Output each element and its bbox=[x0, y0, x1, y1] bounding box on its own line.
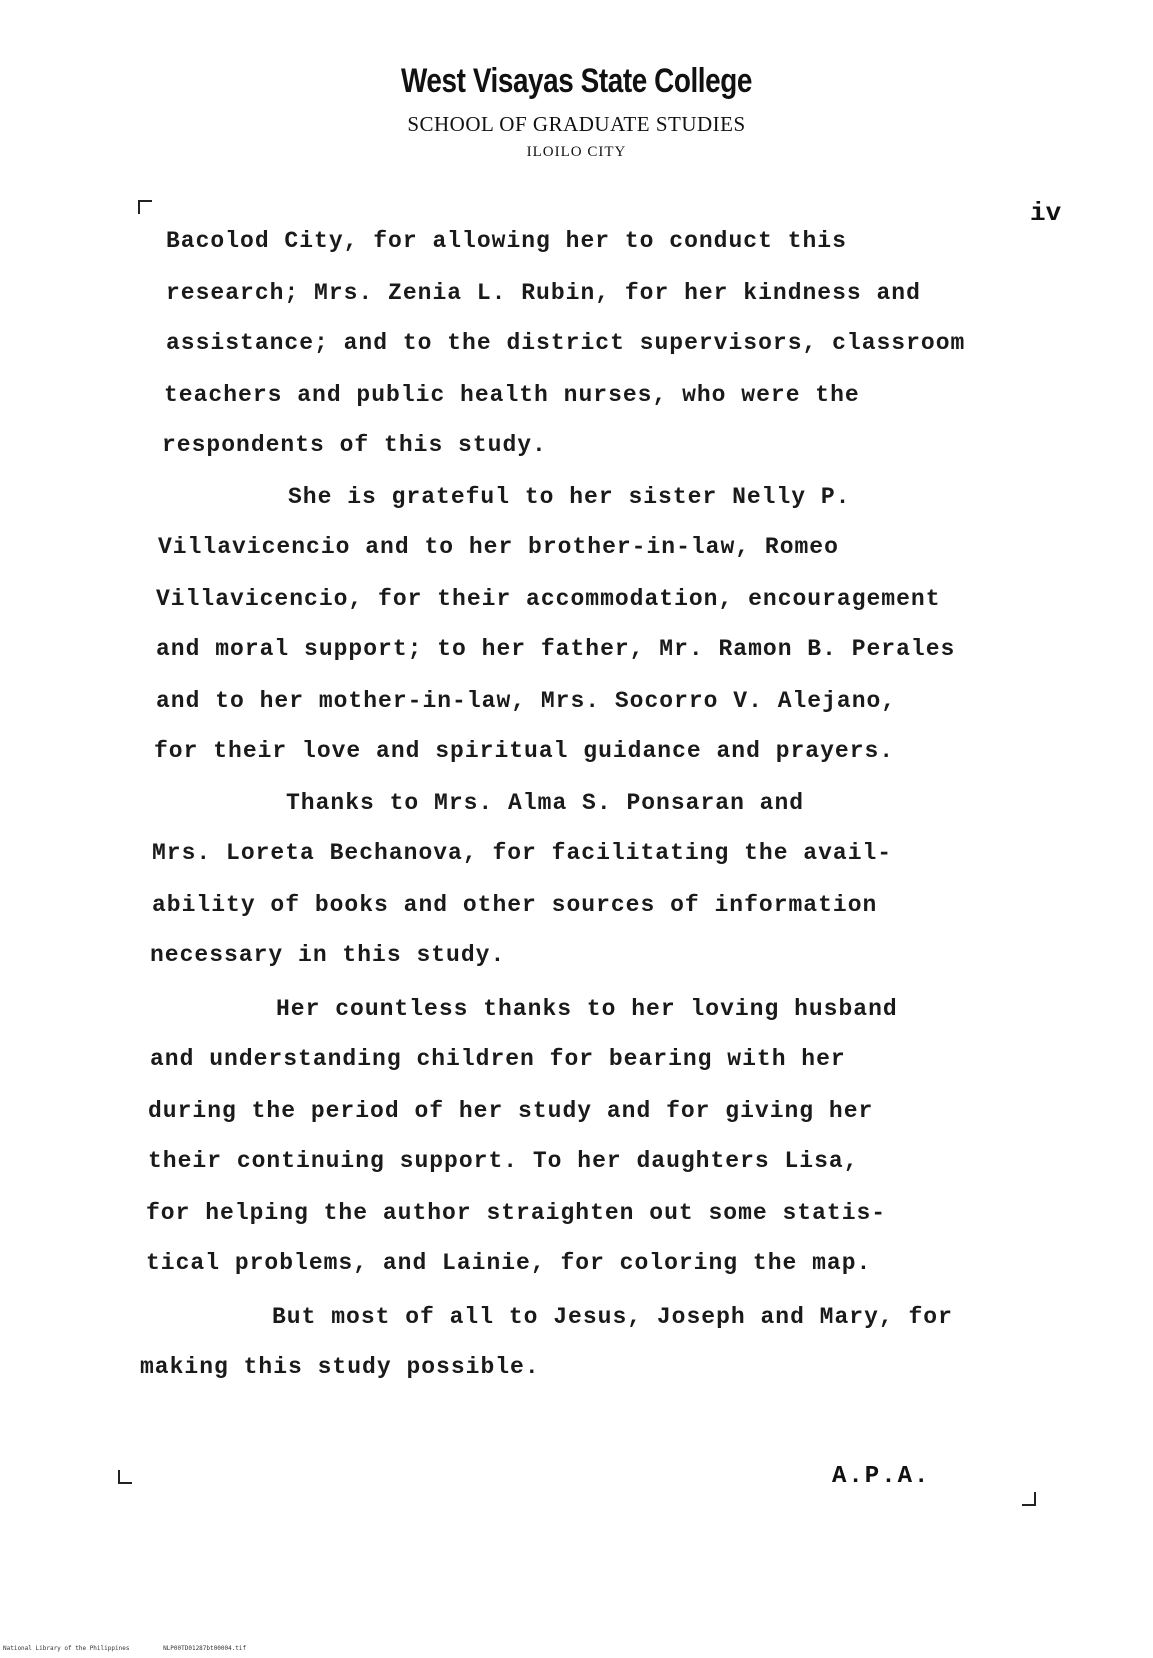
body-line: making this study possible. bbox=[140, 1354, 540, 1380]
body-line: She is grateful to her sister Nelly P. bbox=[288, 484, 851, 510]
body-line: Villavicencio, for their accommodation, encouragement bbox=[156, 586, 941, 612]
crop-mark-bottom-left bbox=[118, 1470, 132, 1484]
body-line: ability of books and other sources of information bbox=[152, 892, 878, 918]
body-line: tical problems, and Lainie, for coloring the map. bbox=[146, 1250, 872, 1276]
body-line: assistance; and to the district supervisors, classroom bbox=[166, 330, 966, 356]
body-line: Thanks to Mrs. Alma S. Ponsaran and bbox=[286, 790, 805, 816]
body-line: and to her mother-in-law, Mrs. Socorro V. Alejano, bbox=[156, 688, 897, 714]
file-code: NLP00TD01287bt00004.tif bbox=[163, 1645, 247, 1652]
body-line: respondents of this study. bbox=[162, 432, 547, 458]
crop-mark-top-left bbox=[138, 200, 152, 214]
school-name: SCHOOL OF GRADUATE STUDIES bbox=[407, 112, 746, 136]
body-line: Villavicencio and to her brother-in-law, Romeo bbox=[158, 534, 839, 560]
body-line: Mrs. Loreta Bechanova, for facilitating the avail- bbox=[152, 840, 893, 866]
scan-footer bbox=[3, 1645, 276, 1652]
body-line: research; Mrs. Zenia L. Rubin, for her kindness and bbox=[166, 280, 921, 306]
page-number: iv bbox=[1030, 198, 1062, 228]
city-name: ILOILO CITY bbox=[526, 144, 627, 160]
body-line: necessary in this study. bbox=[150, 942, 506, 968]
body-line: But most of all to Jesus, Joseph and Mary, for bbox=[272, 1304, 953, 1330]
body-line: during the period of her study and for giving her bbox=[148, 1098, 874, 1124]
body-line: their continuing support. To her daughters Lisa, bbox=[148, 1148, 859, 1174]
body-line: Her countless thanks to her loving husband bbox=[276, 996, 898, 1022]
body-line: and understanding children for bearing with her bbox=[150, 1046, 846, 1072]
body-line: teachers and public health nurses, who were the bbox=[164, 382, 860, 408]
author-initials: A.P.A. bbox=[832, 1463, 931, 1490]
body-line: and moral support; to her father, Mr. Ramon B. Perales bbox=[156, 636, 956, 662]
library-credit: National Library of the Philippines bbox=[3, 1645, 130, 1652]
crop-mark-bottom-right bbox=[1022, 1492, 1036, 1506]
body-line: for their love and spiritual guidance and prayers. bbox=[154, 738, 895, 764]
body-line: for helping the author straighten out some statis- bbox=[146, 1200, 887, 1226]
body-line: Bacolod City, for allowing her to conduct this bbox=[166, 228, 847, 254]
college-name: West Visayas State College bbox=[401, 62, 752, 100]
